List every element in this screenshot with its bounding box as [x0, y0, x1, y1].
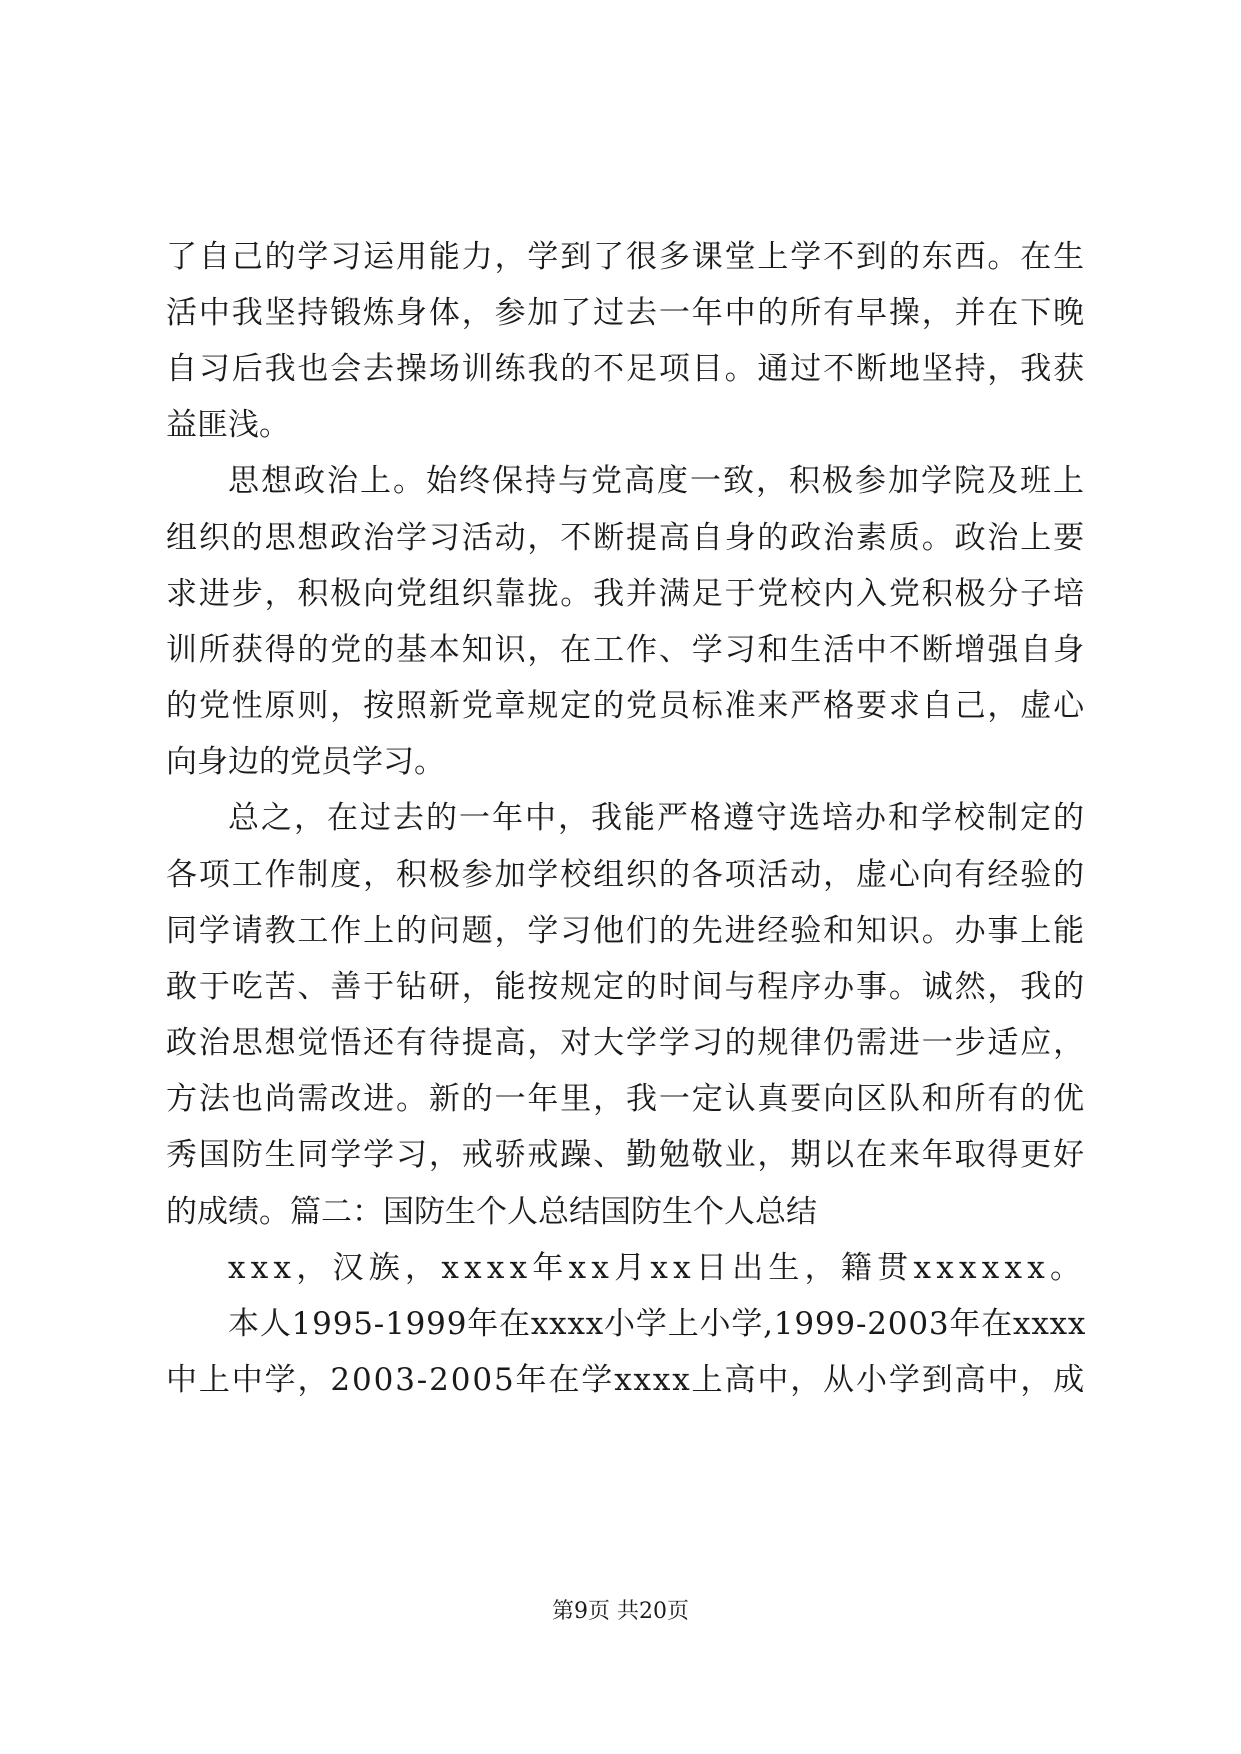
text-line: 的党性原则，按照新党章规定的党员标准来严格要求自己，虚心	[166, 688, 1086, 724]
text-line: 向身边的党员学习。	[166, 744, 445, 780]
text-line: 同学请教工作上的问题，学习他们的先进经验和知识。办事上能	[166, 913, 1086, 949]
text-line: 思想政治上。始终保持与党高度一致，积极参加学院及班上	[228, 463, 1086, 499]
text-line: 求进步，积极向党组织靠拢。我并满足于党校内入党积极分子培	[166, 576, 1086, 612]
text-line: xxx，汉族，xxxx年xx月xx日出生，籍贯xxxxxx。	[228, 1250, 1087, 1286]
text-line: 了自己的学习运用能力，学到了很多课堂上学不到的东西。在生	[166, 239, 1086, 275]
text-line: 的成绩。篇二：国防生个人总结国防生个人总结	[166, 1194, 817, 1230]
text-line: 益匪浅。	[166, 407, 290, 443]
text-line: 组织的思想政治学习活动，不断提高自身的政治素质。政治上要	[166, 520, 1086, 556]
text-line: 秀国防生同学学习，戒骄戒躁、勤勉敬业，期以在来年取得更好	[166, 1137, 1086, 1173]
text-line: 敢于吃苦、善于钻研，能按规定的时间与程序办事。诚然，我的	[166, 969, 1086, 1005]
text-line: 总之，在过去的一年中，我能严格遵守选培办和学校制定的	[228, 800, 1086, 836]
text-line: 训所获得的党的基本知识，在工作、学习和生活中不断增强自身	[166, 632, 1086, 668]
text-line: 方法也尚需改进。新的一年里，我一定认真要向区队和所有的优	[166, 1081, 1086, 1117]
page-number-footer: 第9页 共20页	[552, 1599, 689, 1624]
text-line: 各项工作制度，积极参加学校组织的各项活动，虚心向有经验的	[166, 857, 1086, 893]
text-line: 本人1995-1999年在xxxx小学上小学,1999-2003年在xxxx	[228, 1306, 1087, 1342]
text-line: 自习后我也会去操场训练我的不足项目。通过不断地坚持，我获	[166, 351, 1086, 387]
text-line: 中上中学，2003-2005年在学xxxx上高中，从小学到高中，成	[166, 1362, 1087, 1398]
text-line: 政治思想觉悟还有待提高，对大学学习的规律仍需进一步适应，	[166, 1025, 1086, 1061]
text-line: 活中我坚持锻炼身体，参加了过去一年中的所有早操，并在下晚	[166, 295, 1086, 331]
